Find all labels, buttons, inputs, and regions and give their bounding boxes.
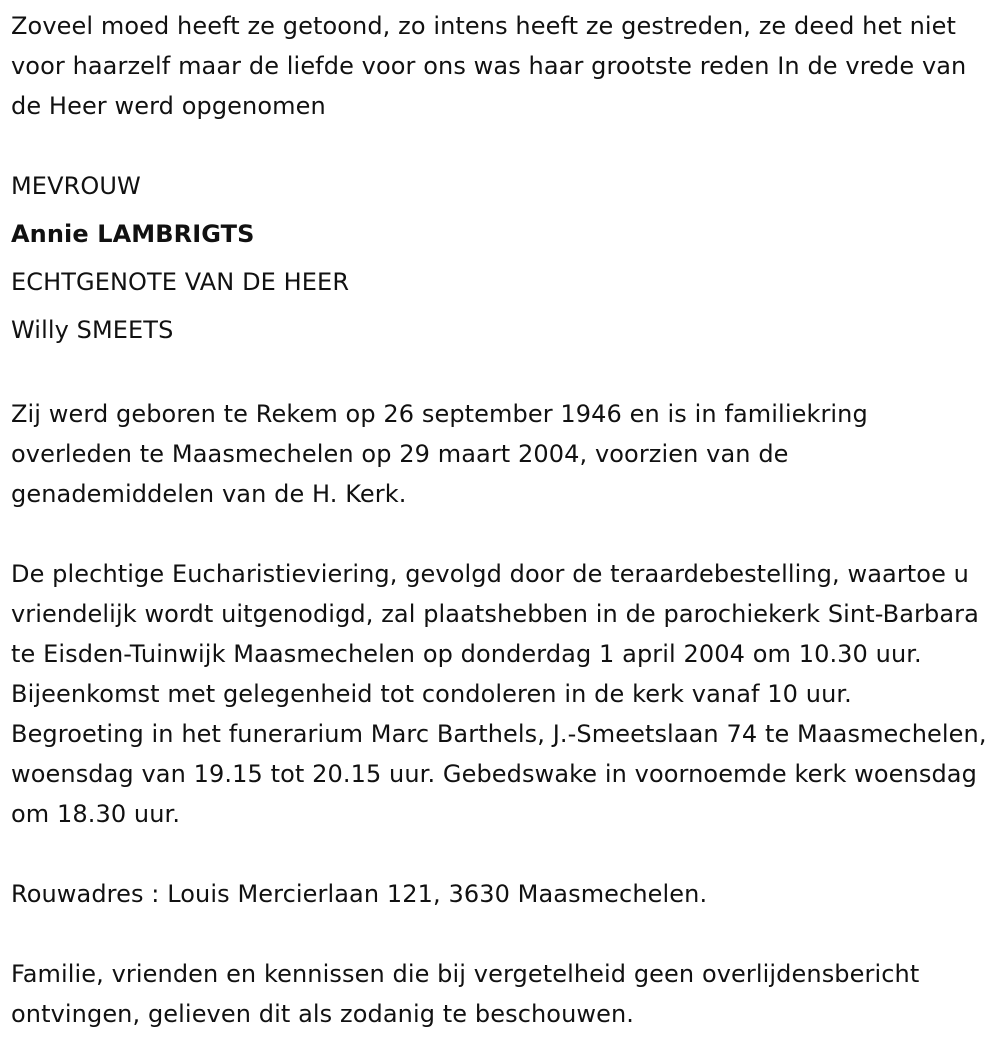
mourning-address: Rouwadres : Louis Mercierlaan 121, 3630 Maasmechelen. — [11, 880, 708, 908]
person-title: MEVROUW — [11, 172, 141, 200]
person-name: Annie LAMBRIGTS — [11, 220, 255, 248]
ceremony-paragraph: De plechtige Eucharistieviering, gevolgd door de teraardebestelling, waartoe u vriendelijk wordt uitgenodigd, zal plaatshebben in de parochiekerk Sint-Barbara te Eisden-Tuinwijk Maasmechelen op donderdag 1 april 2004 om 10.30 uur. Bijeenkomst met gelegenheid tot condoleren in de kerk vanaf 10 uur. Begroeting in het funerarium Marc Barthels, J.-Smeetslaan 74 te Maasmechelen, woensdag van 19.15 tot 20.15 uur. Gebedswake in voornoemde kerk woensdag om 18.30 uur. — [11, 560, 987, 828]
spacer — [11, 914, 988, 954]
spacer — [11, 834, 988, 874]
intro-paragraph: Zoveel moed heeft ze getoond, zo intens heeft ze gestreden, ze deed het niet voor haarzelf maar de liefde voor ons was haar grootste reden In de vrede van de Heer werd opgenomen — [11, 12, 967, 120]
closing-paragraph: Familie, vrienden en kennissen die bij vergetelheid geen overlijdensbericht ontvingen, gelieven dit als zodanig te beschouwen. — [11, 960, 920, 1028]
birth-death-paragraph: Zij werd geboren te Rekem op 26 september 1946 en is in familiekring overleden te Maasmechelen op 29 maart 2004, voorzien van de genademiddelen van de H. Kerk. — [11, 400, 868, 508]
spacer — [11, 514, 988, 554]
spacer — [11, 354, 988, 394]
spouse-name: Willy SMEETS — [11, 316, 174, 344]
person-relation: ECHTGENOTE VAN DE HEER — [11, 268, 350, 296]
person-block — [11, 162, 988, 354]
spacer — [11, 126, 988, 166]
